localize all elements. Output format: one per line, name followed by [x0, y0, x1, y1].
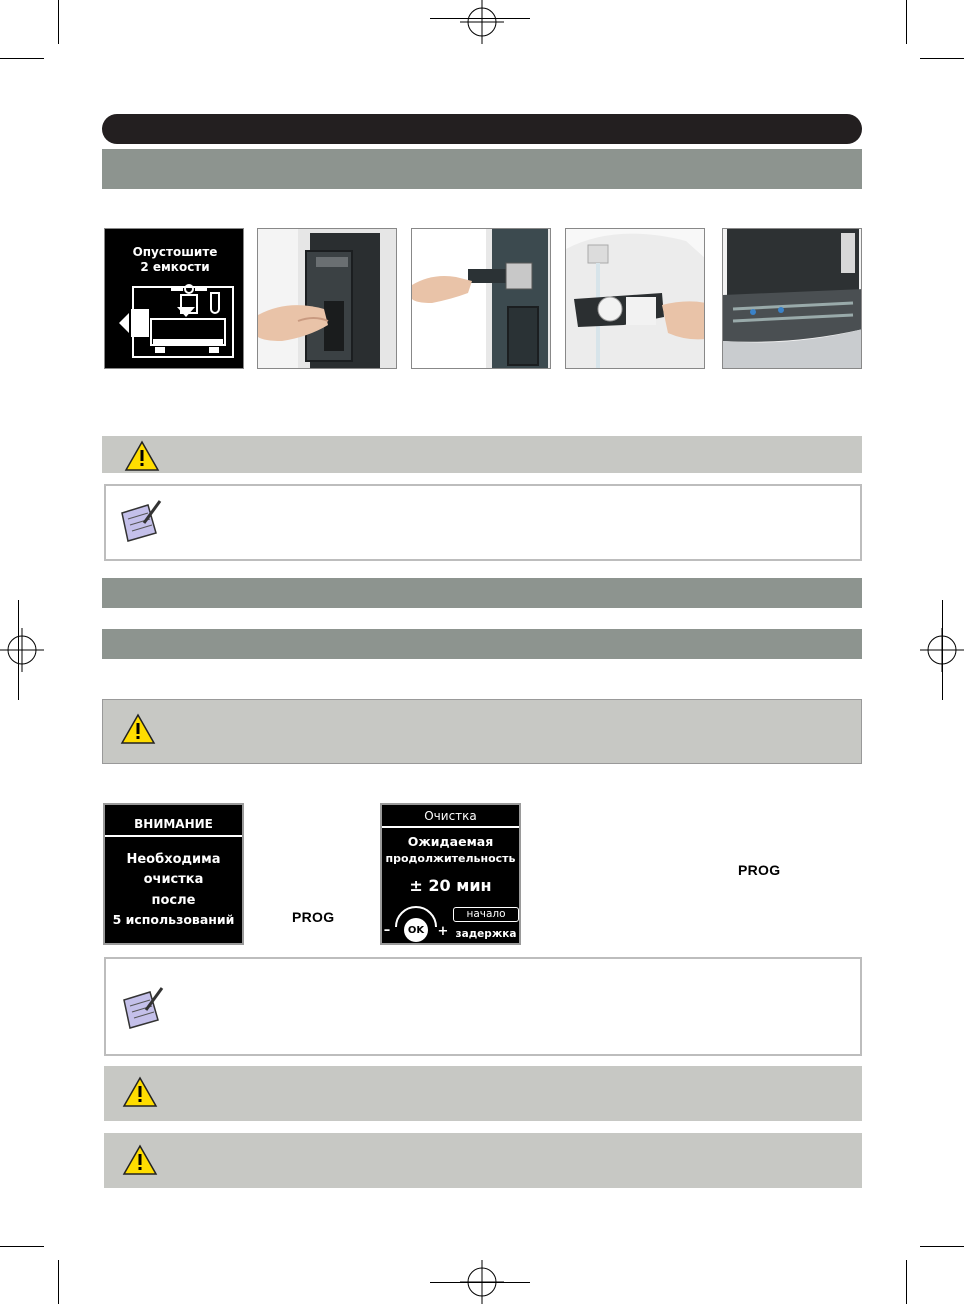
- cleaning-duration: ± 20 мин: [409, 876, 492, 895]
- cleaning-minus: –: [383, 923, 391, 938]
- registration-mark-left: [0, 628, 44, 672]
- cleaning-screen-title: Очистка: [424, 809, 477, 823]
- start-option: начало: [453, 907, 519, 922]
- display-cleaning-screen: [380, 803, 521, 945]
- warning-triangle-icon: [122, 1076, 158, 1108]
- warning-triangle-icon: [124, 440, 160, 472]
- warning-band: [104, 1133, 862, 1188]
- prog-button-label: PROG: [738, 862, 781, 878]
- warning-screen-line2: очистка: [143, 872, 204, 887]
- warning-screen-line4: 5 использований: [112, 912, 235, 927]
- crop-mark: [906, 1260, 907, 1304]
- prog-button-label: PROG: [292, 909, 335, 925]
- cleaning-screen-line2: продолжительность: [385, 852, 516, 865]
- cleaning-screen-line1: Ожидаемая: [407, 834, 494, 849]
- note-pen-icon: [118, 499, 164, 543]
- crop-mark: [942, 600, 943, 700]
- section-title-band: [102, 578, 862, 608]
- warning-band: [104, 1066, 862, 1121]
- delay-option: задержка: [455, 928, 517, 940]
- warning-band: [102, 436, 862, 473]
- photo-rinse-tray: [565, 228, 705, 369]
- note-pen-icon: [120, 986, 166, 1030]
- warning-triangle-icon: [120, 713, 156, 745]
- display-warning-screen: [103, 803, 244, 945]
- cleaning-plus: +: [437, 924, 449, 939]
- crop-mark: [430, 18, 530, 19]
- section-title-band: [102, 149, 862, 189]
- photo-remove-drip-tray: [257, 228, 397, 369]
- note-box: [104, 957, 862, 1056]
- section-title-band: [102, 629, 862, 659]
- drip-tray-diagram-icon: [105, 277, 244, 367]
- crop-mark: [0, 58, 44, 59]
- crop-mark: [58, 0, 59, 44]
- chapter-header-bar: [102, 114, 862, 144]
- screen-divider: [382, 826, 519, 828]
- registration-mark-top: [460, 0, 504, 44]
- crop-mark: [18, 600, 19, 700]
- step-screen-line1: Опустошите: [132, 245, 218, 259]
- crop-mark: [920, 1246, 964, 1247]
- step-screen-line2: 2 емкости: [140, 260, 210, 274]
- warning-screen-line3: после: [151, 893, 196, 908]
- screen-divider: [105, 835, 242, 837]
- cleaning-ok-label: OK: [407, 925, 425, 936]
- warning-screen-title: ВНИМАНИЕ: [134, 817, 213, 831]
- note-box: [104, 484, 862, 561]
- crop-mark: [430, 1282, 530, 1283]
- crop-mark: [0, 1246, 44, 1247]
- crop-mark: [920, 58, 964, 59]
- photo-grid-tray: [722, 228, 862, 369]
- warning-band: [102, 699, 862, 764]
- crop-mark: [58, 1260, 59, 1304]
- photo-pull-out-tray: [411, 228, 551, 369]
- crop-mark: [906, 0, 907, 44]
- step-screen-empty-containers: [104, 228, 244, 369]
- warning-screen-line1: Необходима: [126, 852, 221, 867]
- warning-triangle-icon: [122, 1144, 158, 1176]
